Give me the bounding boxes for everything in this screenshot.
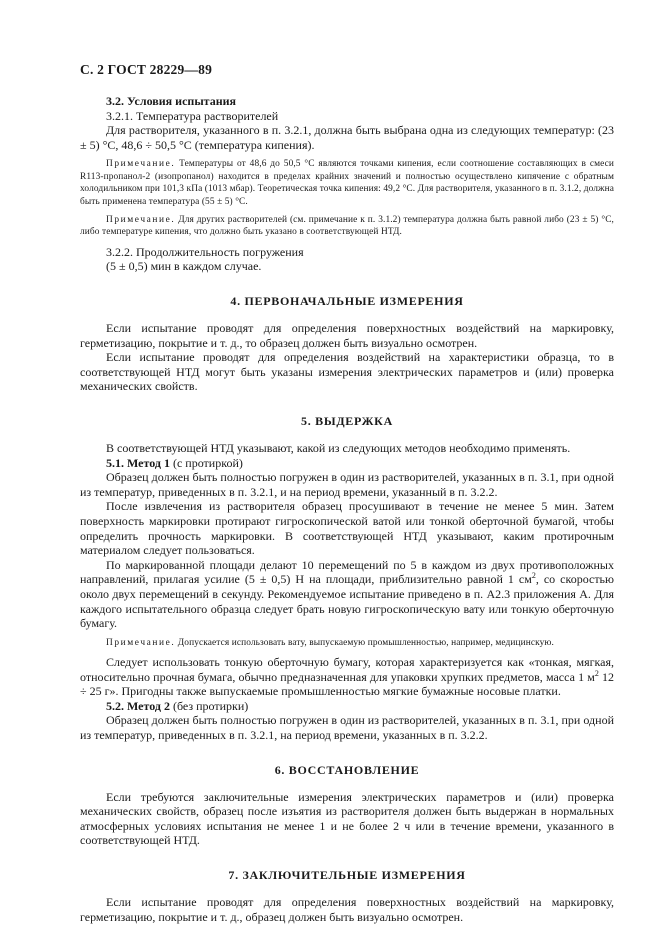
section-title: 7. ЗАКЛЮЧИТЕЛЬНЫЕ ИЗМЕРЕНИЯ: [228, 868, 466, 883]
paragraph: По маркированной площади делают 10 перемещений по 5 в каждом из двух противоположных направлений, прилагая усилие (5 ± 0,5) Н на площади, приблизительно равной 1 $см^2$, со скоростью около двух перемещений в секунду. Рекомендуемое испытание приведено в п. А2.3 приложения А. Для каждого испытательного образца следует брать новую гигроскопическую вату или тонкую оберточную бумагу.: [80, 557, 614, 631]
paragraph: Образец должен быть полностью погружен в один из растворителей, указанных в п. 3.1, при одной из температур, приведенных в п. 3.2.1, и на период времени, указанный в п. 3.2.2.: [80, 470, 614, 499]
paragraph: Образец должен быть полностью погружен в один из растворителей, указанных в п. 3.1, при одной из температур, приведенных в п. 3.2.1, на период времени, указанных в п. 3.2.2.: [80, 713, 614, 743]
method-heading: 5.2. Метод 2 (без протирки): [106, 698, 249, 713]
subsection-heading: 3.2.2. Продолжительность погружения: [106, 244, 304, 259]
section-title: 6. ВОССТАНОВЛЕНИЕ: [274, 762, 420, 777]
paragraph: Если испытание проводят для определения поверхностных воздействий на маркировку, герметизацию, покрытие и т. д., образец должен быть визуально осмотрен.: [80, 895, 614, 924]
note: Примечание. Температуры от 48,6 до 50,5 °С являются точками кипения, если соотношение составляющих в смеси R113-пропанол-2 (изопропанол) находится в пределах крайних значений и полностью осуществлено кипячение с обратным холодильником при 101,3 кПа (1013 мбар). Теоретическая точка кипения: 49,2 °С. Для растворителя, указанного в п. 3.1.2, должна быть применена температура (55 ± 5) °С.: [80, 159, 614, 207]
note: Примечание. Для других растворителей (см. примечание к п. 3.1.2) температура должна быть равной либо (23 ± 5) °С, либо температуре кипения, что должно быть указано в соответствующей НТД.: [80, 215, 614, 238]
subsection-heading: 3.2.1. Температура растворителей: [106, 108, 279, 123]
paragraph: Если испытание проводят для определения воздействий на характеристики образца, то в соответствующей НТД могут быть указаны измерения электрических параметров и (или) проверка механических свойств.: [80, 350, 614, 394]
note: Примечание. Допускается использовать вату, выпускаемую промышленностью, например, медицинскую.: [106, 637, 554, 648]
subsection-title: 3.2. Условия испытания: [106, 94, 237, 108]
section-title: 4. ПЕРВОНАЧАЛЬНЫЕ ИЗМЕРЕНИЯ: [230, 294, 464, 308]
paragraph: Если требуются заключительные измерения электрических параметров и (или) проверка механических свойств, образец после изъятия из растворителя должен быть выдержан в нормальных атмосферных условиях испытания не менее 1 и не более 2 ч или в течение времени, указанного в соответствующей НТД.: [80, 789, 614, 848]
paragraph: Следует использовать тонкую оберточную бумагу, которая характеризуется как «тонкая, мягкая, относительно прочная бумага, обычно предназначенная для упаковки хрупких предметов, масса 1 $м^2$ 12 ÷ 25 г». Пригодны также выпускаемые промышленностью мягкие бумажные носовые платки.: [80, 655, 614, 699]
page-header: С. 2 ГОСТ 28229—89: [80, 62, 213, 77]
paragraph: (5 ± 0,5) мин в каждом случае.: [106, 259, 262, 274]
paragraph: Для растворителя, указанного в п. 3.2.1, должна быть выбрана одна из следующих температур: (23 ± 5) °С, 48,6 ÷ 50,5 °С (температура кипения).: [80, 123, 614, 152]
paragraph: После извлечения из растворителя образец просушивают в течение не менее 5 мин. Затем поверхность маркировки протирают гигроскопической ватой или тонкой оберточной бумагой, чтобы определить прочность маркировки. В соответствующей НТД указывают, каким протирочным материалом следует пользоваться.: [80, 499, 614, 558]
paragraph: В соответствующей НТД указывают, какой из следующих методов необходимо применять.: [106, 440, 571, 455]
paragraph: Если испытание проводят для определения поверхностных воздействий на маркировку, герметизацию, покрытие и т. д., то образец должен быть визуально осмотрен.: [80, 321, 614, 350]
section-title: 5. ВЫДЕРЖКА: [301, 413, 393, 428]
method-heading: 5.1. Метод 1 (с протиркой): [106, 455, 243, 470]
document-body: [80, 94, 614, 924]
